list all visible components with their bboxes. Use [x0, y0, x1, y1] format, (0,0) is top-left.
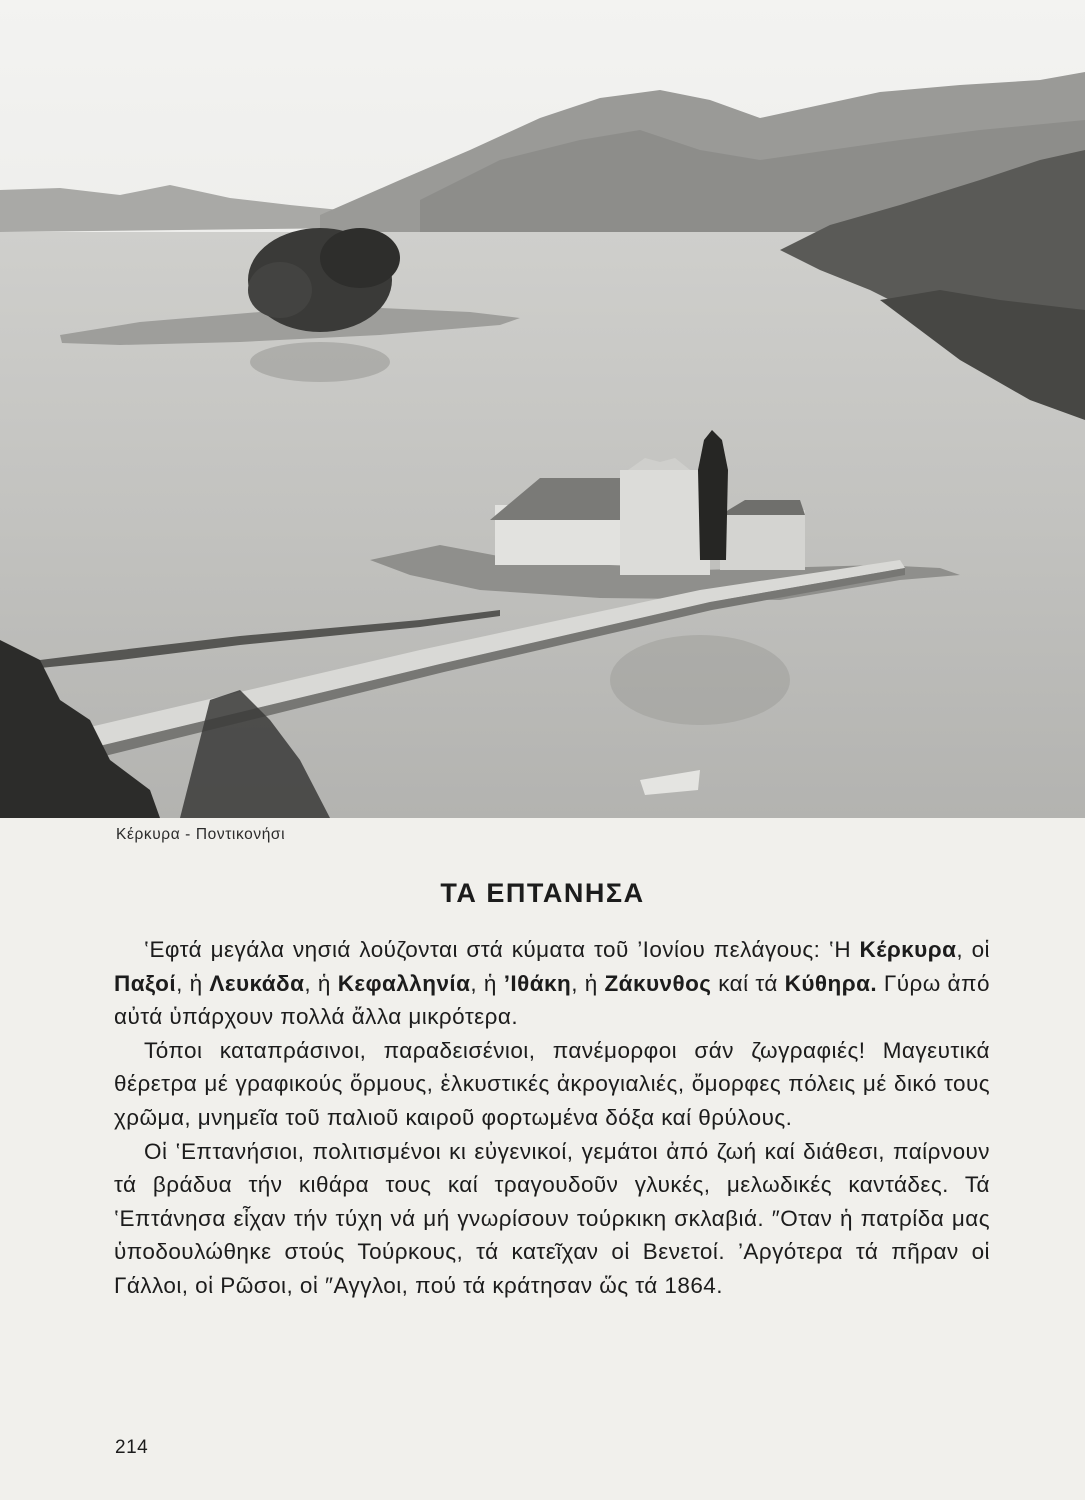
p1-text-7: καί τά: [711, 970, 785, 996]
article-body: [114, 933, 990, 1303]
page-number: 214: [115, 1437, 149, 1458]
island-lefkada: Λευκάδα: [209, 970, 305, 996]
photo-caption: Κέρκυρα - Ποντικονήσι: [116, 826, 286, 843]
p1-text-3: , ἡ: [176, 970, 210, 996]
paragraph-2: Τόποι καταπράσινοι, παραδεισένιοι, πανέμορφοι σάν ζωγραφιές! Μαγευτικά θέρετρα μέ γραφικούς ὅρμους, ἑλκυστικές ἀκρογιαλιές, ὄμορφες πόλεις μέ δικό τους χρῶμα, μνημεῖα τοῦ παλιοῦ καιροῦ φορτωμένα δόξα καί θρύλους.: [114, 1037, 990, 1130]
island-zakynthos: Ζάκυνθος: [604, 970, 712, 996]
p1-text-2: , οἱ: [956, 937, 990, 962]
island-paxoi: Παξοί: [114, 970, 177, 996]
p1-text-5: , ἡ: [470, 970, 504, 996]
p1-text-1: ‛Εφτά μεγάλα νησιά λούζονται στά κύματα τοῦ ’Ιονίου πελάγους: ‛Η: [144, 937, 860, 962]
island-kefallinia: Κεφαλληνία: [337, 970, 471, 996]
article-title: ΤΑ ΕΠΤΑΝΗΣΑ: [440, 878, 645, 908]
paragraph-3: Οἱ ‛Επτανήσιοι, πολιτισμένοι κι εὐγενικοί, γεμάτοι ἀπό ζωή καί διάθεσι, παίρνουν τά βράδυα τήν κιθάρα τους καί τραγουδοῦν γλυκές, μελωδικές καντάδες. Τά ‛Επτάνησα εἶχαν τήν τύχη νά μή γνωρίσουν τούρκικη σκλαβιά. ″Οταν ἡ πατρίδα μας ὑποδουλώθηκε στούς Τούρκους, τά κατεῖχαν οἱ Βενετοί. ’Αργότερα τά πῆραν οἱ Γάλλοι, οἱ Ρῶσοι, οἱ ″Αγγλοι, πού τά κράτησαν ὥς τά 1864.: [114, 1138, 990, 1298]
island-kerkyra: Κέρκυρα: [859, 937, 957, 962]
p1-text-4: , ἡ: [304, 970, 338, 996]
island-kythira: Κύθηρα.: [784, 970, 878, 996]
island-ithaki: ’Ιθάκη: [503, 970, 572, 996]
p1-text-6: , ἡ: [571, 970, 605, 996]
p1-text-8: Γύρω ἀπό αὐτά ὑπάρχουν πολλά ἄλλα μικρότερα.: [114, 970, 990, 1030]
paragraph-1: [114, 933, 990, 1034]
